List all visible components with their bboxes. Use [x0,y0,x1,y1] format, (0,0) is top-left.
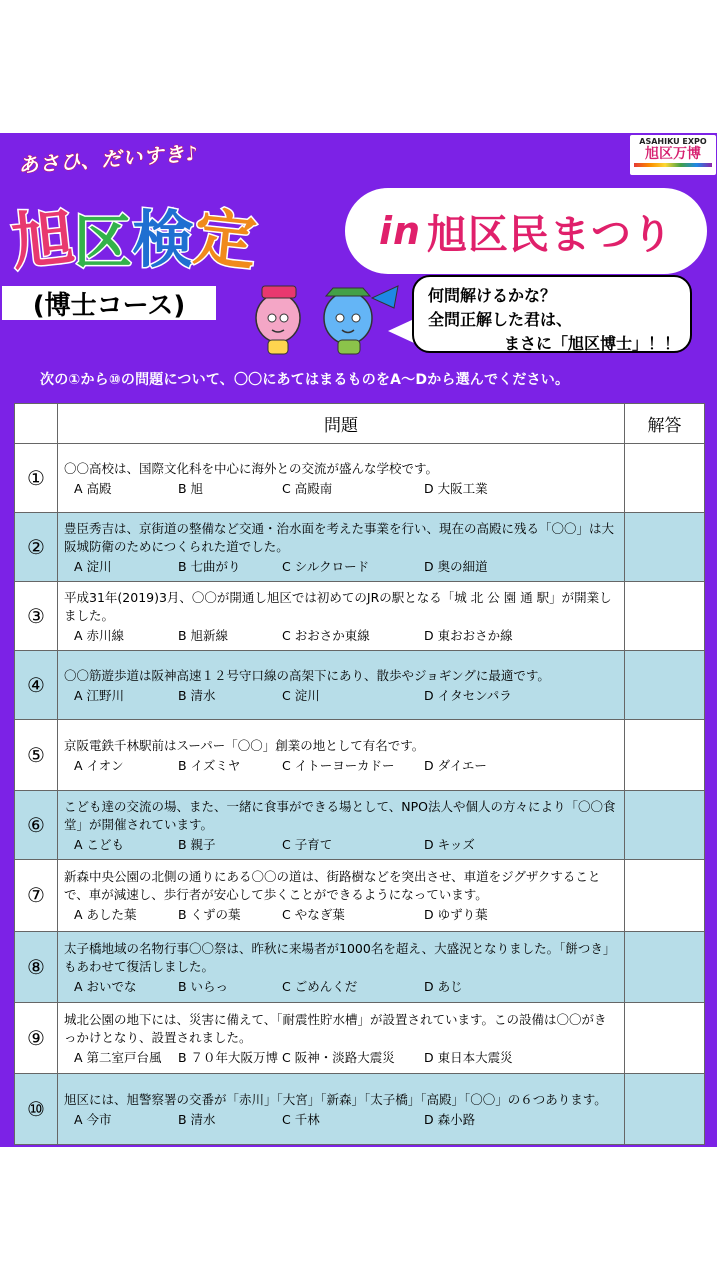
table-row [15,513,705,582]
choice-b: B ７０年大阪万博 [178,1049,279,1065]
question-number [15,444,58,513]
choice-b: B 七曲がり [178,559,241,575]
question-number [15,720,58,791]
question-number-label: ② [27,535,45,560]
table-row [15,1002,705,1073]
logo-top-text: ASAHIKU EXPO [639,137,707,146]
choice-c: C 千林 [282,1111,320,1127]
question-number [15,931,58,1002]
table-header-row [15,404,705,444]
question-text: 〇〇筋遊歩道は阪神高速１２号守口線の高架下にあり、散歩やジョギングに最適です。 [64,668,550,684]
question-text: 城北公園の地下には、災害に備えて、「耐震性貯水槽」が設置されています。この設備は〇〇がきっかけとなり、設置されました。 [64,1011,607,1045]
question-cell [58,791,625,860]
choice-b: B 親子 [178,837,216,853]
question-text: 豊臣秀吉は、京街道の整備など交通・治水面を考えた事業を行い、現在の高殿に残る「〇〇」は大阪城防衛のためにつくられた道でした。 [64,521,615,555]
title-char-1: 旭 [8,199,78,280]
choice-d: D 奥の細道 [424,559,488,575]
question-cell [58,651,625,720]
question-number-label: ⑥ [27,813,45,838]
choice-c: C 子育て [282,837,333,853]
logo-stripe [634,163,712,167]
table-row [15,1073,705,1144]
answer-cell[interactable] [625,582,705,651]
choice-c: C やなぎ葉 [282,907,345,923]
choice-c: C 高殿南 [282,481,333,497]
question-cell [58,1073,625,1144]
choice-a: A 高殿 [74,481,112,497]
choice-b: B 清水 [178,688,216,704]
answer-cell[interactable] [625,444,705,513]
question-rows [15,444,705,1145]
choice-d: D 森小路 [424,1111,476,1127]
choice-a: A イオン [74,758,124,774]
title-char-2: 区 [74,208,133,276]
title-char-3: 検 [132,203,195,276]
question-number-label: ⑧ [27,954,45,979]
choice-d: D ゆずり葉 [424,907,488,923]
table-row [15,860,705,931]
in-word: in [378,209,422,253]
question-number [15,791,58,860]
choice-b: B イズミヤ [178,758,241,774]
answer-cell[interactable] [625,791,705,860]
answer-cell[interactable] [625,1002,705,1073]
choice-list [64,757,618,775]
header-question: 問題 [58,404,625,444]
table-row [15,651,705,720]
choice-a: A 今市 [74,1111,112,1127]
course-label: (博士コース) [0,284,218,322]
table-row [15,791,705,860]
header-answer: 解答 [625,404,705,444]
question-number [15,860,58,931]
question-cell [58,1002,625,1073]
choice-a: A 第二室戸台風 [74,1049,162,1065]
choice-c: C ごめんくだ [282,978,358,994]
question-number-label: ⑩ [27,1096,45,1121]
question-number-label: ① [27,466,45,491]
choice-list [64,1049,618,1067]
choice-a: A あした葉 [74,907,137,923]
question-number [15,582,58,651]
choice-list [64,978,618,996]
tagline: あさひ、だいすき♪ [17,140,200,178]
choice-b: B 旭 [178,481,204,497]
table-row [15,444,705,513]
choice-d: D 東おおさか線 [424,628,513,644]
question-text: 太子橋地域の名物行事〇〇祭は、昨秋に来場者が1000名を超え、大盛況となりました。「餅つき」もあわせて復活しました。 [64,940,616,974]
speech-line-2: 全問正解した君は、 [428,310,573,329]
logo-main-text: 旭区万博 [645,146,701,162]
table-row [15,582,705,651]
title-char-4: 定 [190,199,260,280]
choice-b: B くずの葉 [178,907,241,923]
question-number [15,513,58,582]
question-number-label: ③ [27,604,45,629]
answer-cell[interactable] [625,651,705,720]
title-asahiku-kentei [8,171,260,280]
event-bubble [342,185,710,277]
choice-c: C おおさか東線 [282,628,370,644]
question-text: 京阪電鉄千林駅前はスーパー「〇〇」創業の地として有名です。 [64,738,425,754]
choice-b: B 清水 [178,1111,216,1127]
choice-b: B いらっ [178,978,229,994]
table-row [15,720,705,791]
question-cell [58,582,625,651]
mascot-girl-icon [256,286,300,354]
question-text: 平成31年(2019)3月、〇〇が開通し旭区では初めてのJRの駅となる「城 北 公 園 通 駅」が開業しました。 [64,590,612,624]
question-number [15,1002,58,1073]
choice-b: B 旭新線 [178,628,229,644]
choice-a: A おいでな [74,978,137,994]
question-number-label: ⑨ [27,1025,45,1050]
speech-tail [388,319,414,343]
question-cell [58,444,625,513]
choice-d: D ダイエー [424,758,487,774]
choice-a: A 淀川 [74,559,112,575]
answer-cell[interactable] [625,860,705,931]
choice-a: A 赤川線 [74,628,125,644]
choice-list [64,627,618,645]
choice-list [64,836,618,854]
question-number [15,651,58,720]
choice-c: C 阪神・淡路大震災 [282,1049,395,1065]
question-number-label: ⑤ [27,743,45,768]
question-text: こども達の交流の場、また、一緒に食事ができる場として、NPO法人や個人の方々により「〇〇食堂」が開催されています。 [64,799,616,833]
table-row [15,931,705,1002]
question-cell [58,860,625,931]
header-num-cell [15,404,58,444]
choice-list [64,906,618,924]
question-cell [58,720,625,791]
choice-a: A こども [74,837,125,853]
choice-d: D キッズ [424,837,475,853]
question-table [14,403,705,1145]
choice-a: A 江野川 [74,688,125,704]
choice-list [64,480,618,498]
answer-cell[interactable] [625,931,705,1002]
choice-list [64,1111,618,1129]
speech-line-1: 何問解けるかな？ [428,286,557,305]
mascot-fish-icon [324,286,398,354]
event-name: 旭区民まつり [427,211,674,258]
question-cell [58,931,625,1002]
choice-d: D 大阪工業 [424,481,488,497]
expo-logo [630,135,716,175]
choice-list [64,687,618,705]
question-text: 旭区には、旭警察署の交番が「赤川」「大宮」「新森」「太子橋」「高殿」「〇〇」の６つあります。 [64,1091,607,1107]
question-number-label: ④ [27,673,45,698]
speech-bubble [412,275,692,353]
speech-line-3: まさに「旭区博士」！！ [503,334,680,353]
poster-background [0,133,717,1147]
choice-c: C イトーヨーカドー [282,758,395,774]
question-text: 〇〇高校は、国際文化科を中心に海外との交流が盛んな学校です。 [64,461,439,477]
question-text: 新森中央公園の北側の通りにある〇〇の道は、街路樹などを突出させ、車道をジグザクすることで、車が減速し、歩行者が安心して歩くことができるようになっています。 [64,869,601,903]
choice-d: D 東日本大震災 [424,1049,513,1065]
answer-cell[interactable] [625,1073,705,1144]
question-number [15,1073,58,1144]
answer-cell[interactable] [625,720,705,791]
choice-d: D あじ [424,978,463,994]
answer-cell[interactable] [625,513,705,582]
choice-d: D イタセンパラ [424,688,512,704]
question-number-label: ⑦ [27,883,45,908]
choice-c: C 淀川 [282,688,320,704]
mascot-characters [248,278,408,358]
question-cell [58,513,625,582]
instruction-text: 次の①から⑩の問題について、〇〇にあてはまるものをA～Dから選んでください。 [40,372,570,388]
choice-list [64,558,618,576]
choice-c: C シルクロード [282,559,370,575]
